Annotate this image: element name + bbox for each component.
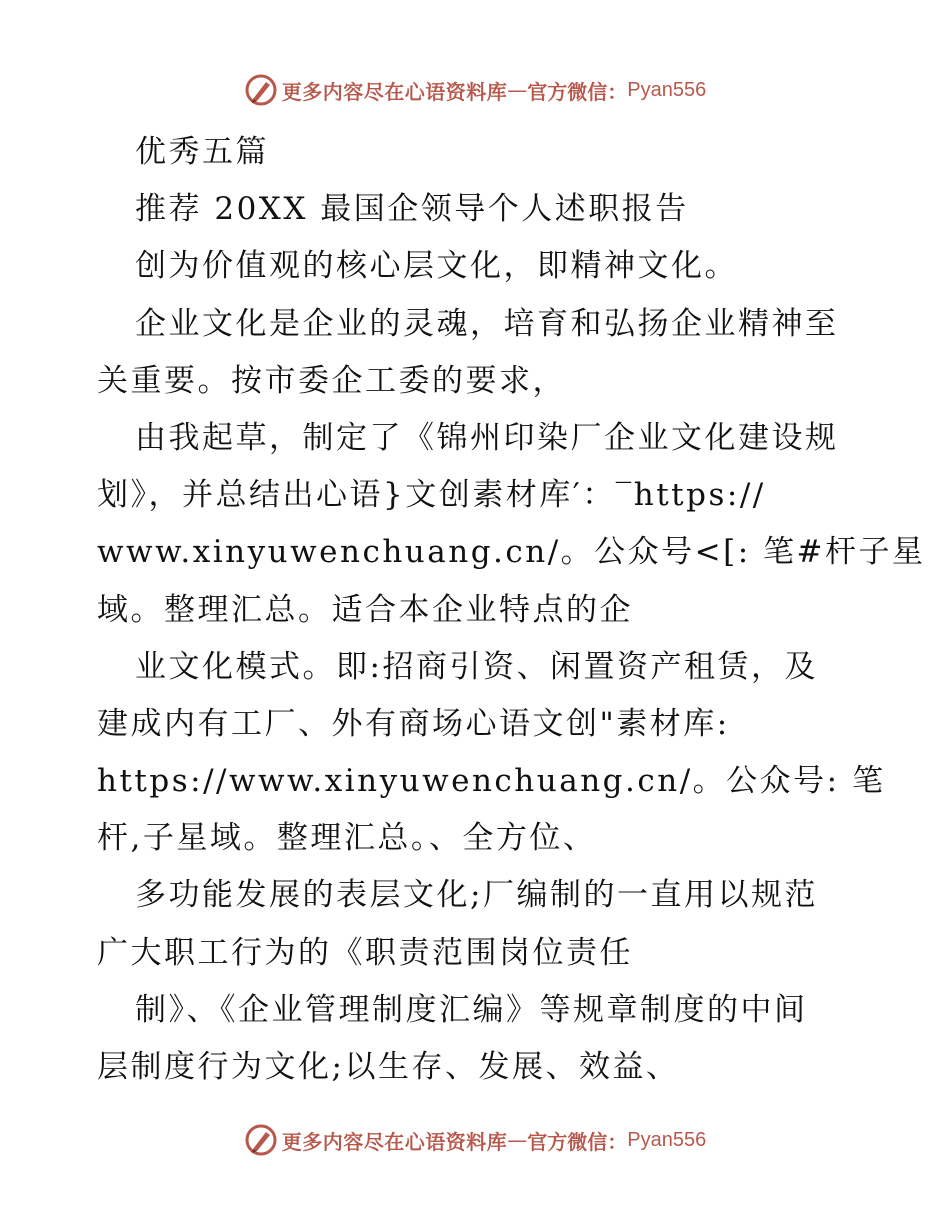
doc-line: 杆,子星域。整理汇总。、全方位、: [97, 820, 597, 857]
doc-line: 划》，并总结出心语}文创素材库′：‾https://: [97, 477, 766, 514]
doc-line: www.xinyuwenchuang.cn/。公众号<[: 笔#杆子星: [97, 534, 926, 571]
banner-separator: —: [507, 78, 528, 102]
doc-line: 建成内有工厂、外有商场心语文创"素材库:: [97, 705, 730, 742]
doc-line: 由我起草，制定了《锦州印染厂企业文化建设规: [135, 419, 839, 456]
doc-line: https://www.xinyuwenchuang.cn/。公众号: 笔: [97, 763, 886, 800]
banner-separator: —: [507, 1128, 528, 1152]
footer-banner: [0, 1120, 950, 1160]
doc-line: 多功能发展的表层文化;厂编制的一直用以规范: [135, 877, 818, 914]
document-body: [97, 124, 926, 1096]
pen-logo-icon: [244, 73, 278, 107]
banner-brand: 更多内容尽在心语资料库: [281, 79, 508, 104]
banner-contact-label: 官方微信：: [527, 79, 628, 104]
doc-line: 推荐 20XX 最国企领导个人述职报告: [135, 191, 689, 228]
doc-line: 制》、《企业管理制度汇编》等规章制度的中间: [135, 991, 808, 1028]
pen-logo-icon: [244, 1123, 278, 1157]
doc-line: 关重要。按市委企工委的要求，: [97, 362, 566, 399]
doc-line: 业文化模式。即:招商引资、闲置资产租赁，及: [135, 648, 818, 685]
doc-line: 层制度行为文化;以生存、发展、效益、: [97, 1049, 680, 1085]
doc-line: 优秀五篇: [135, 134, 269, 170]
banner-contact-label: 官方微信：: [527, 1129, 628, 1154]
banner-brand: 更多内容尽在心语资料库: [281, 1129, 508, 1154]
doc-line: 域。整理汇总。适合本企业特点的企: [97, 591, 633, 628]
doc-line: 企业文化是企业的灵魂，培育和弘扬企业精神至: [135, 305, 839, 342]
doc-line: 创为价值观的核心层文化，即精神文化。: [135, 248, 738, 285]
banner-handle: Pyan556: [627, 1128, 707, 1151]
doc-line: 广大职工行为的《职责范围岗位责任: [97, 934, 633, 971]
header-banner: [0, 70, 950, 110]
banner-handle: Pyan556: [627, 78, 707, 101]
